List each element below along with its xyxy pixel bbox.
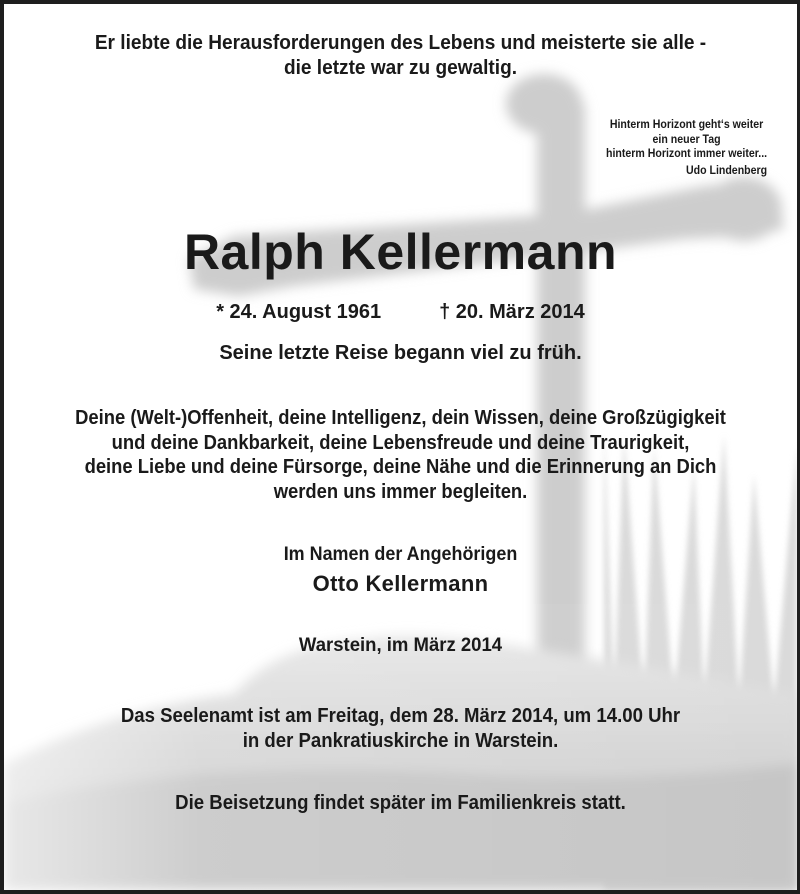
quote-line: ein neuer Tag — [652, 133, 721, 146]
quote-author: Udo Lindenberg — [685, 164, 767, 177]
on-behalf-label: Im Namen der Angehörigen — [283, 543, 518, 565]
deceased-name: Ralph Kellermann — [183, 224, 618, 280]
poem-quote — [606, 118, 767, 178]
quote-line: hinterm Horizont immer weiter... — [605, 148, 767, 160]
quote-line: Hinterm Horizont geht‘s weiter — [609, 119, 764, 131]
death-date: † 20. März 2014 — [439, 301, 585, 323]
tribute-line: werden uns immer begleiten. — [273, 480, 528, 503]
motto — [32, 30, 769, 80]
service-line: in der Pankratiuskirche in Warstein. — [242, 729, 559, 752]
tribute-text — [36, 406, 766, 504]
signatory-name: Otto Kellermann — [312, 571, 489, 596]
subtitle: Seine letzte Reise begann viel zu früh. — [219, 342, 582, 364]
burial-info: Die Beisetzung findet später im Familienkreis statt. — [175, 792, 626, 814]
tribute-line: deine Liebe und deine Fürsorge, deine Nähe und die Erinnerung an Dich — [84, 456, 717, 478]
life-dates — [4, 299, 797, 325]
tribute-line: und deine Dankbarkeit, deine Lebensfreude und deine Traurigkeit, — [111, 431, 690, 454]
service-line: Das Seelenamt ist am Freitag, dem 28. März 2014, um 14.00 Uhr — [120, 705, 681, 727]
birth-date: * 24. August 1961 — [216, 301, 382, 323]
tribute-line: Deine (Welt-)Offenheit, deine Intelligenz, dein Wissen, deine Großzügigkeit — [75, 407, 726, 429]
motto-line: die letzte war zu gewaltig. — [283, 56, 518, 79]
obituary-card — [4, 4, 797, 890]
place-date: Warstein, im März 2014 — [298, 634, 503, 656]
motto-line: Er liebte die Herausforderungen des Lebens und meisterte sie alle - — [94, 31, 707, 54]
service-info — [32, 704, 769, 753]
